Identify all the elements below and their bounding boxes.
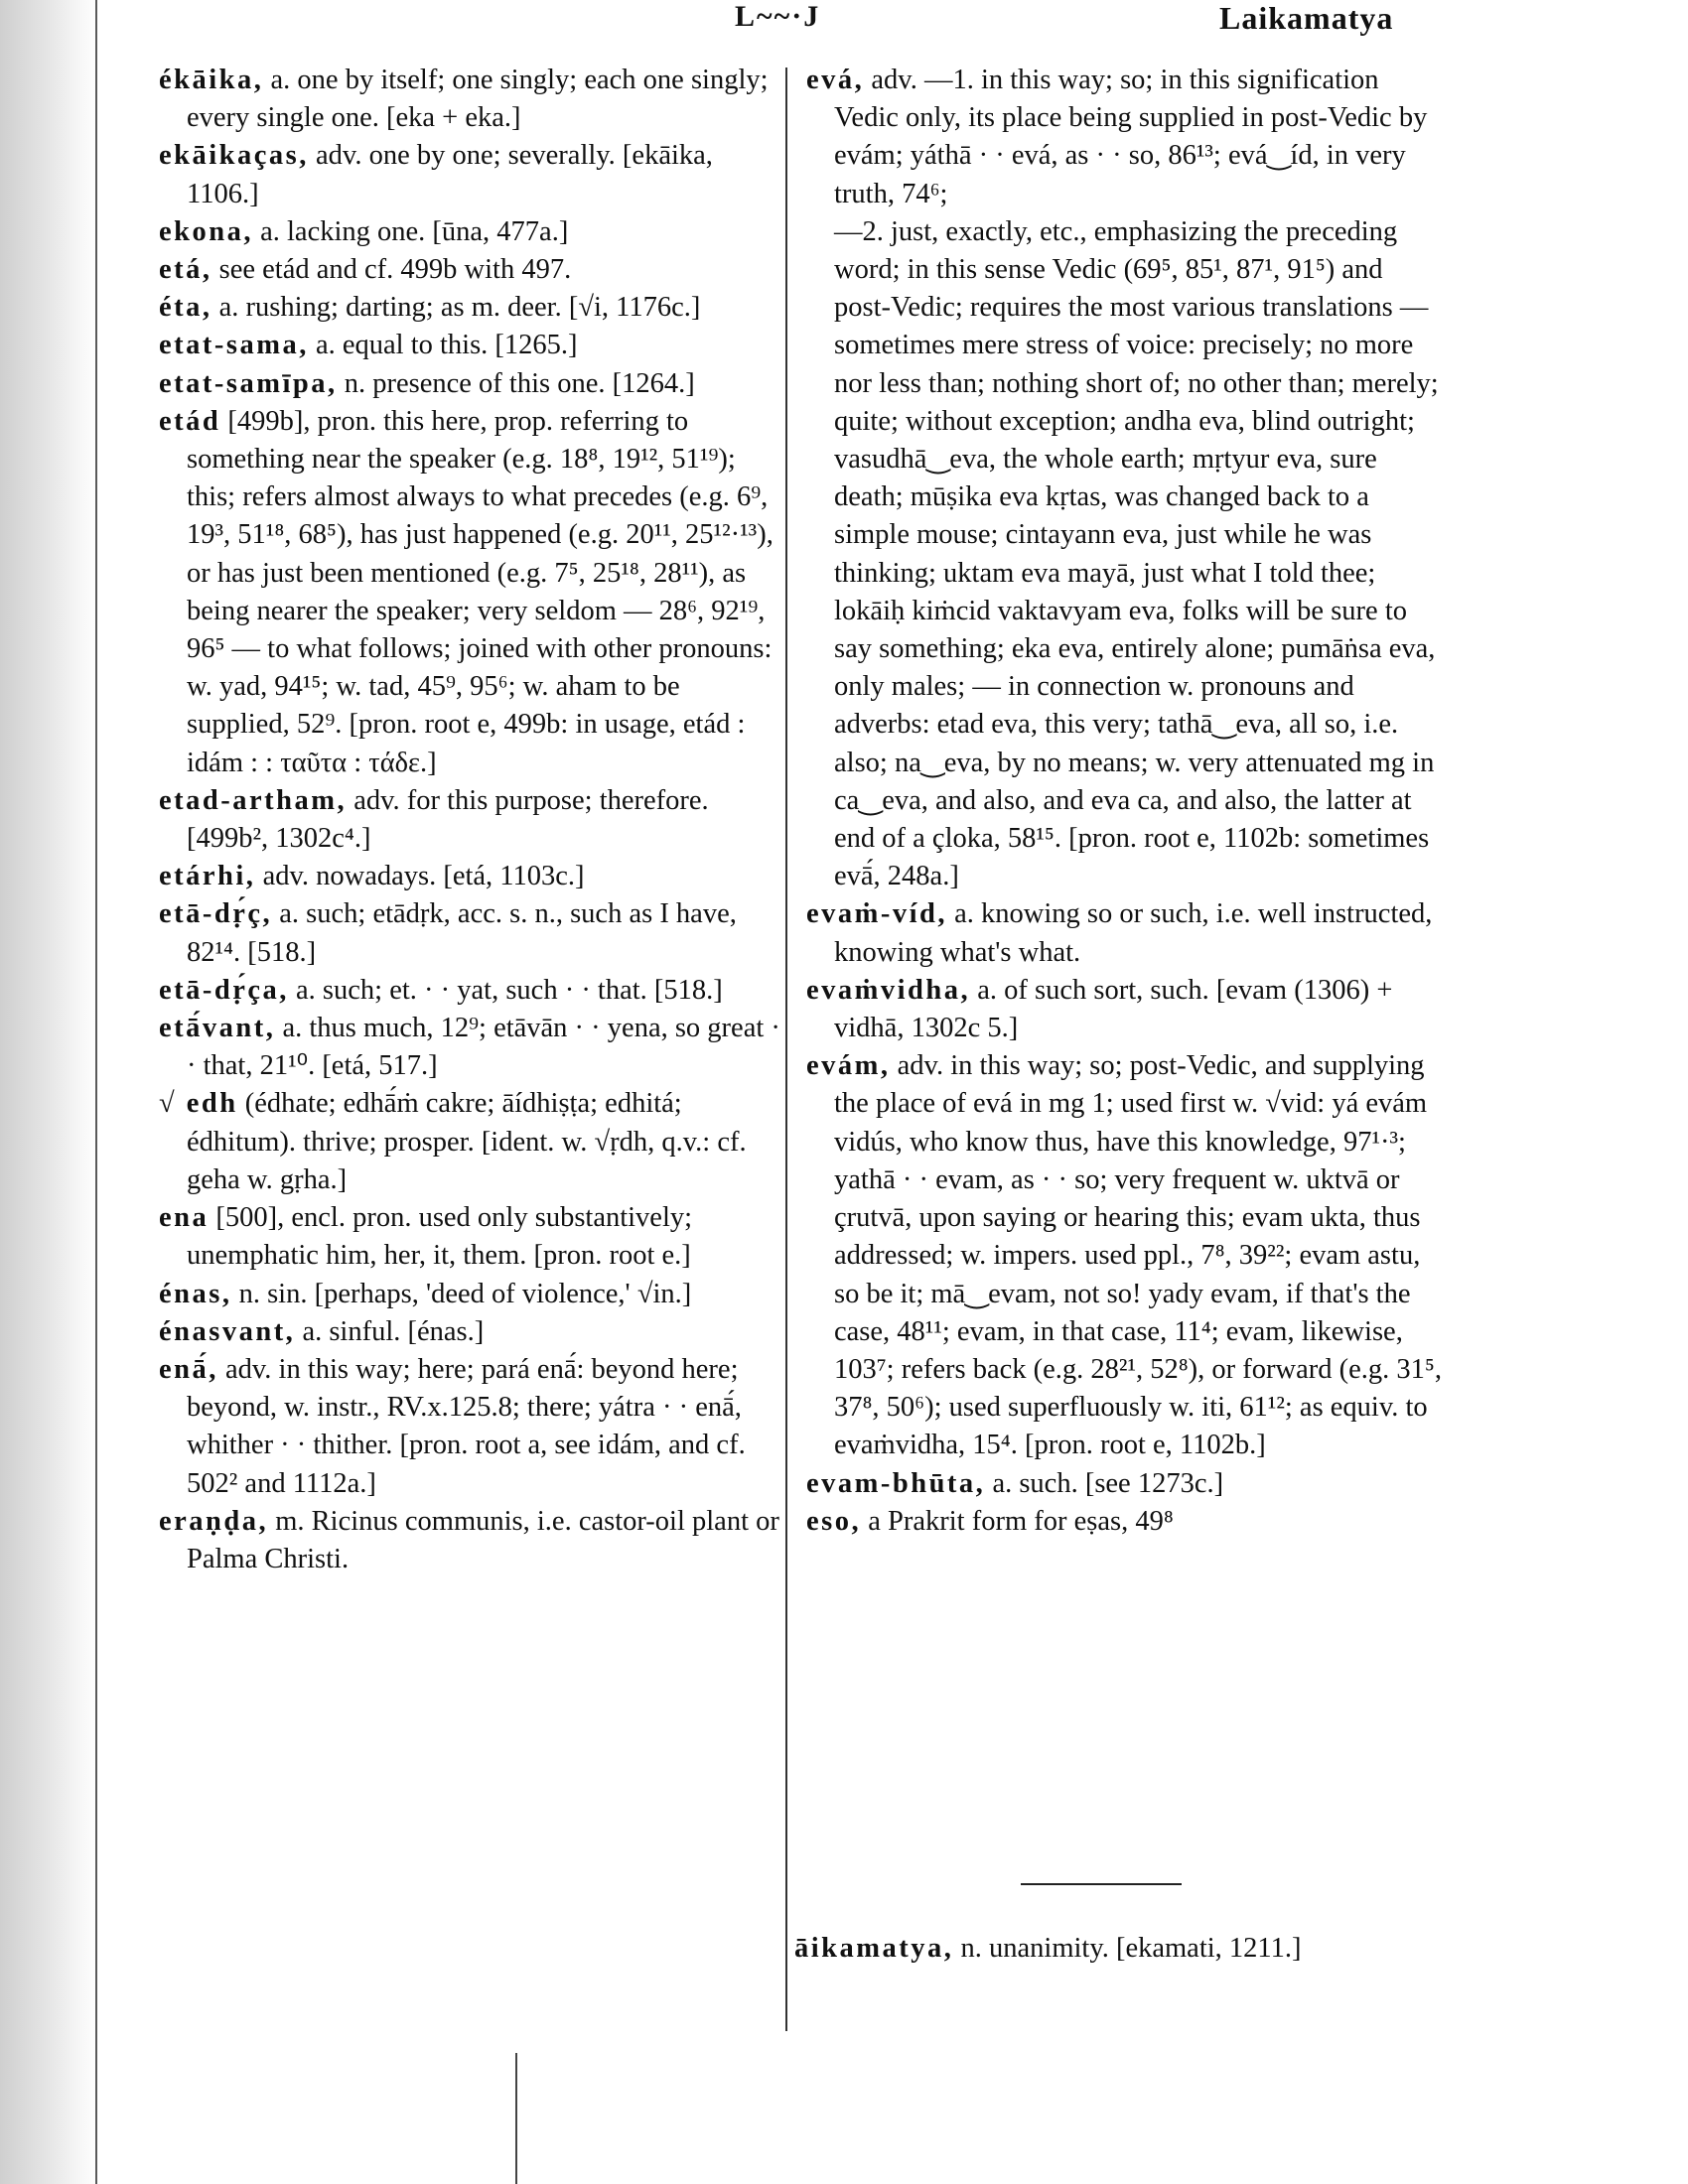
entry-ekona: ekona, a. lacking one. [ūna, 477a.] — [159, 215, 569, 247]
book-gutter-edge — [95, 0, 97, 2184]
page-number-header: L~~·J — [735, 0, 821, 33]
entry-evam-vid: evaṁ-víd, a. knowing so or such, i.e. well instructed, knowing what's what. — [806, 898, 1433, 968]
entry-eva: evá, adv. —1. in this way; so; in this signification Vedic only, its place being supplied in post-Vedic by evám; yáthā · · evá, as · · so, 86¹³; evá‿íd, in very truth, 74⁶; — [806, 65, 1428, 209]
entry-etad: etád [499b], pron. this here, prop. referring to something near the speaker (e.g. 18⁸, 19¹², 51¹⁹); this; refers almost always to what precedes (e.g. 6⁹, 19³, 51¹⁸, 68⁵), has just happened (e.g. 20¹¹, 25¹²·¹³), or has just been mentioned (e.g. 7⁵, 25¹⁸, 28¹¹), as being nearer the speaker; very seldom — 28⁶, 92¹⁹, 96⁵ — to what follows; joined with other pronouns: w. yad, 94¹⁵; w. tad, 45⁹, 95⁶; w. aham to be supplied, 52⁹. [pron. root e, 499b: in usage, etád : idám : : ταῦτα : τάδε.] — [159, 405, 774, 778]
entry-etarhi: etárhi, adv. nowadays. [etá, 1103c.] — [159, 861, 585, 892]
scan-mark — [515, 2053, 517, 2184]
left-column — [159, 62, 784, 1578]
entry-evamvidha: evaṁvidha, a. of such sort, such. [evam (1306) + vidhā, 1302c 5.] — [806, 974, 1393, 1044]
entry-enas: énas, n. sin. [perhaps, 'deed of violence,' √in.] — [159, 1278, 692, 1309]
entry-eta-see: etá, see etád and cf. 499b with 497. — [159, 254, 572, 286]
entry-eva-sense-2: —2. just, exactly, etc., emphasizing the preceding word; in this sense Vedic (69⁵, 85¹, 87¹, 91⁵) and post-Vedic; requires the most various translations — sometimes mere stress of voice: precisely; no more nor less than; nothing short of; no other than; merely; quite; without exception; andha eva, blind outright; vasudhā‿eva, the whole earth; mṛtyur eva, sure death; mūṣika eva kṛtas, was changed back to a simple mouse; cintayann eva, just while he was thinking; uktam eva mayā, just what I told thee; lokāiḥ kiṁcid vaktavyam eva, folks will be sure to say something; eka eva, entirely alone; pumāṅsa eva, only males; — in connection w. pronouns and adverbs: etad eva, this very; tathā‿eva, all so, i.e. also; na‿eva, by no means; w. very attenuated mg in ca‿eva, and also, and eva ca, and also, the latter at end of a çloka, 58¹⁵. [pron. root e, 1102b: sometimes evā́, 248a.] — [834, 215, 1439, 892]
entry-etavant: etā́vant, a. thus much, 12⁹; etāvān · · yena, so great · · that, 21¹⁰. [etá, 517.] — [159, 1013, 780, 1082]
entry-eta: éta, a. rushing; darting; as m. deer. [√i, 1176c.] — [159, 292, 701, 324]
entry-ena: ena [500], encl. pron. used only substantively; unemphatic him, her, it, them. [pron. root e.] — [159, 1202, 693, 1272]
entry-etat-samipa: etat-samīpa, n. presence of this one. [1264.] — [159, 367, 695, 399]
book-binding-shadow — [0, 0, 99, 2184]
entry-evam: evám, adv. in this way; so; post-Vedic, and supplying the place of evá in mg 1; used first w. √vid: yá evám vidús, who know thus, have this knowledge, 97¹·³; yathā · · evam, as · · so; very frequent w. uktvā or çrutvā, upon saying or hearing this; evam ukta, thus addressed; w. impers. used ppl., 7⁸, 39²²; evam astu, so be it; mā‿evam, not so! yady evam, if that's the case, 48¹¹; evam, in that case, 11⁴; evam, likewise, 103⁷; refers back (e.g. 28²¹, 52⁸), or forward (e.g. 31⁵, 37⁸, 50⁶); used superfluously w. iti, 61¹²; as equiv. to evaṁvidha, 15⁴. [pron. root e, 1102b.] — [806, 1050, 1442, 1461]
entry-edh: √ edh (édhate; edhā́ṁ cakre; āídhiṣṭa; edhitá; édhitum). thrive; prosper. [ident. w. √ṛdh, q.v.: cf. geha w. gṛha.] — [159, 1088, 747, 1195]
entry-enasvant: énasvant, a. sinful. [énas.] — [159, 1315, 485, 1347]
entry-eta-drca: etā-dṛ́ça, a. such; et. · · yat, such · · that. [518.] — [159, 974, 723, 1006]
entry-ekaikacas: ekāikaças, adv. one by one; severally. [ekāika, 1106.] — [159, 140, 713, 209]
entry-ekaika: ékāika, a. one by itself; one singly; each one singly; every single one. [eka + eka.] — [159, 65, 769, 134]
running-head: Laikamatya — [1219, 0, 1394, 36]
entry-eranda: eraṇḍa, m. Ricinus communis, i.e. castor-oil plant or Palma Christi. — [159, 1505, 779, 1574]
entry-aikamatya: āikamatya, n. unanimity. [ekamati, 1211.] — [794, 1933, 1302, 1964]
right-column — [806, 62, 1442, 1541]
entry-etad-artham: etad-artham, adv. for this purpose; therefore. [499b², 1302c⁴.] — [159, 784, 709, 855]
entry-ena-adv: enā́, adv. in this way; here; pará enā́: beyond here; beyond, w. instr., RV.x.125.8; there; yátra · · enā́, whither · · thither. [pron. root a, see idám, and cf. 502² and 1112a.] — [159, 1353, 746, 1499]
entry-evam-bhuta: evam-bhūta, a. such. [see 1273c.] — [806, 1467, 1224, 1499]
entry-eso: eso, a Prakrit form for eṣas, 49⁸ — [806, 1505, 1174, 1537]
entry-eta-drc: etā-dṛ́ç, a. such; etādṛk, acc. s. n., such as I have, 82¹⁴. [518.] — [159, 898, 737, 968]
footer-entry-block — [794, 1930, 1430, 1968]
section-divider — [1021, 1883, 1182, 1885]
column-divider — [785, 68, 787, 2031]
entry-etat-sama: etat-sama, a. equal to this. [1265.] — [159, 330, 578, 361]
